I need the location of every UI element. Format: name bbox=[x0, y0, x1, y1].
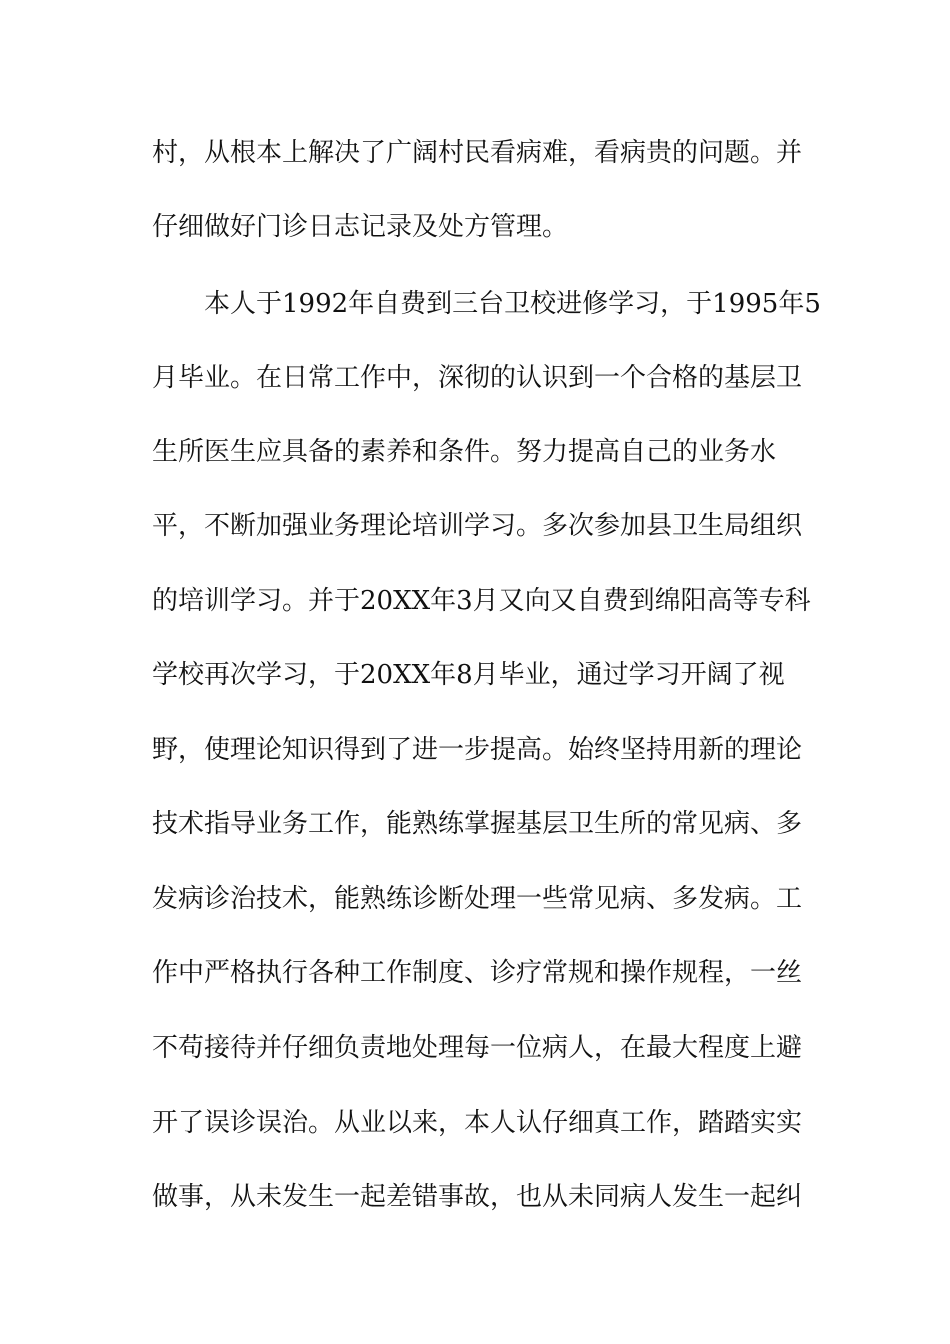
text-line: 作中严格执行各种工作制度、诊疗常规和操作规程，一丝 bbox=[152, 958, 803, 988]
text-line: 做事，从未发生一起差错事故，也从未同病人发生一起纠 bbox=[152, 1182, 803, 1212]
text-line: 村，从根本上解决了广阔村民看病难，看病贵的问题。并 bbox=[152, 138, 803, 168]
text-line: 月毕业。在日常工作中，深彻的认识到一个合格的基层卫 bbox=[152, 363, 803, 393]
text-line: 发病诊治技术，能熟练诊断处理一些常见病、多发病。工 bbox=[152, 884, 803, 914]
text-line: 学校再次学习，于20XX年8月毕业，通过学习开阔了视 bbox=[152, 660, 785, 690]
paragraph-first-line: 本人于1992年自费到三台卫校进修学习，于1995年5 bbox=[204, 289, 821, 319]
text-line: 开了误诊误治。从业以来，本人认仔细真工作，踏踏实实 bbox=[152, 1108, 803, 1138]
text-line: 的培训学习。并于20XX年3月又向又自费到绵阳高等专科 bbox=[152, 586, 811, 616]
text-line: 平，不断加强业务理论培训学习。多次参加县卫生局组织 bbox=[152, 511, 803, 541]
text-line: 技术指导业务工作，能熟练掌握基层卫生所的常见病、多 bbox=[152, 809, 803, 839]
text-line: 仔细做好门诊日志记录及处方管理。 bbox=[152, 212, 569, 242]
text-line: 不苟接待并仔细负责地处理每一位病人，在最大程度上避 bbox=[152, 1033, 803, 1063]
text-line: 野，使理论知识得到了进一步提高。始终坚持用新的理论 bbox=[152, 735, 803, 765]
text-line: 生所医生应具备的素养和条件。努力提高自己的业务水 bbox=[152, 437, 777, 467]
